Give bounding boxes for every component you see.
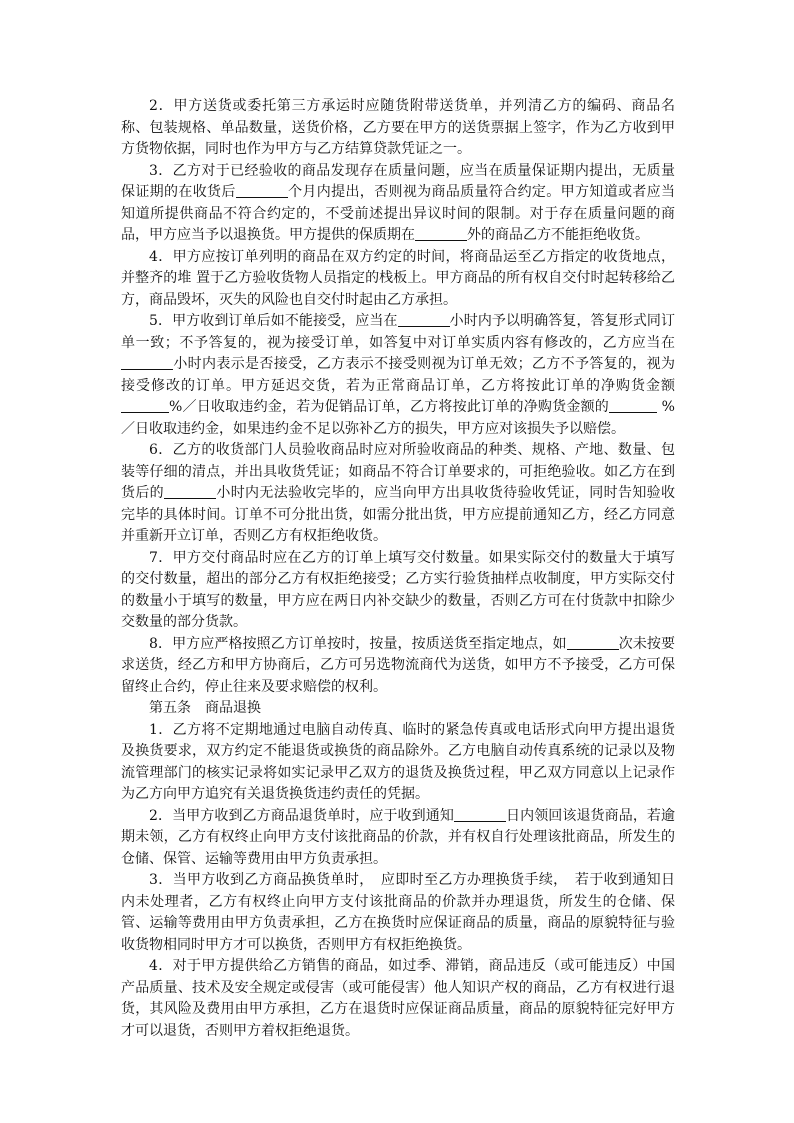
text-segment: 日内领回该退货商品，若逾期未领，乙方有权终止向甲方支付该批商品的价款，并有权自行处理该批商品，所发生的仓储、保管、运输等费用由甲方负责承担。 [121, 807, 676, 867]
clause-4-item-3 [121, 161, 675, 247]
fill-in-blank [121, 355, 173, 370]
fill-in-blank [164, 484, 216, 499]
clause-4-item-6 [121, 440, 675, 548]
section-heading: 第五条 商品退换 [149, 700, 261, 716]
text-segment: 个月内提出，否则视为商品质量符合约定。甲方知道或者应当知道所提供商品不符合约定的，不受前述提出异议时间的限制。对于存在质量问题的商品，甲方应当予以退换货。甲方提供的保质期在 [121, 184, 676, 243]
clause-5-item-3: 3．当甲方收到乙方商品换货单时， 应即时至乙方办理换货手续， 若于收到通知日内未处理者，乙方有权终止向甲方支付该批商品的价款并办理退货，所发生的仓储、保管、运输等费用由甲方负责承担，乙方在换货时应保证商品的质量，商品的原貌特征与验收货物相同时甲方才可以换货，否则甲方有权拒绝换货。 [121, 872, 675, 953]
text-segment: 5．甲方收到订单后如不能接受，应当在 [149, 313, 398, 329]
fill-in-blank [236, 183, 288, 198]
fill-in-blank [567, 635, 619, 650]
clause-5-item-1: 1．乙方将不定期地通过电脑自动传真、临时的紧急传真或电话形式向甲方提出退货及换货要求，双方约定不能退货或换货的商品除外。乙方电脑自动传真系统的记录以及物流管理部门的核实记录将如实记录甲乙双方的退货及换货过程，甲乙双方同意以上记录作为乙方向甲方追究有关退货换货违约责任的凭据。 [121, 721, 675, 802]
fill-in-blank [121, 398, 169, 413]
clause-5-item-4: 4．对于甲方提供给乙方销售的商品，如过季、滞销，商品违反（或可能违反）中国产品质量、技术及安全规定或侵害（或可能侵害）他人知识产权的商品，乙方有权进行退货，其风险及费用由甲方承担，乙方在退货时应保证商品质量，商品的原貌特征完好甲方才可以退货，否则甲方着权拒绝退货。 [121, 958, 675, 1039]
fill-in-blank [609, 398, 657, 413]
text-segment: %／日收取违约金，若为促销品订单，乙方将按此订单的净购货金额的 [169, 399, 610, 415]
text-segment: 小时内表示是否接受，乙方表示不接受则视为订单无效；乙方不予答复的，视为接受修改的订单。甲方延迟交货，若为正常商品订单，乙方将按此订单的净购货金额 [121, 356, 675, 394]
text-segment: 外的商品乙方不能拒绝收货。 [467, 227, 649, 243]
clause-4-item-8 [121, 634, 675, 699]
fill-in-blank [398, 312, 450, 327]
text-segment: 小时内予以明确答复，答复形式同订单一致；不予答复的，视为接受订单，如答复中对订单实质内容有修改的，乙方应当在 [121, 313, 676, 351]
text-segment: 6．乙方的收货部门人员验收商品时应对所验收商品的种类、规格、产地、数量、包装等仔细的清点，并出具收货凭证；如商品不符合订单要求的，可拒绝验收。如乙方在到货后的 [121, 442, 675, 501]
text-segment: 2．当甲方收到乙方商品退货单时，应于收到通知 [149, 807, 454, 824]
clause-4-item-5 [121, 311, 675, 440]
text-segment: 8．甲方应严格按照乙方订单按时，按量，按质送货至指定地点，如 [149, 635, 567, 652]
clause-4-item-7: 7．甲方交付商品时应在乙方的订单上填写交付数量。如果实际交付的数量大于填写的交付数量，超出的部分乙方有权拒绝接受；乙方实行验货抽样点收制度，甲方实际交付的数量小于填写的数量，甲方应在两日内补交缺少的数量，否则乙方可在付货款中扣除少交数量的部分货款。 [121, 549, 675, 630]
text-segment: 小时内无法验收完毕的，应当向甲方出具收货待验收凭证，同时告知验收完毕的具体时间。订单不可分批出货，如需分批出货，甲方应提前通知乙方，经乙方同意并重新开立订单，否则乙方有权拒绝收货。 [121, 485, 676, 544]
fill-in-blank [415, 226, 467, 241]
text-segment: 次未按要求送货，经乙方和甲方协商后，乙方可另选物流商代为送货，如甲方不予接受，乙方可保留终止合约，停止往来及要求赔偿的权利。 [121, 635, 676, 695]
clause-4-item-4: 4．甲方应按订单列明的商品在双方约定的时间，将商品运至乙方指定的收货地点，并整齐的堆 置于乙方验收货物人员指定的栈板上。甲方商品的所有权自交付时起转移给乙方，商品毁坏，灭失的风险也自交付时起由乙方承担。 [121, 248, 675, 308]
fill-in-blank [454, 807, 506, 822]
clause-5-item-2 [121, 806, 675, 871]
text-segment: %／日收取违约金，如果违约金不足以弥补乙方的损失，甲方应对该损失予以赔偿。 [121, 399, 675, 437]
document-body [121, 96, 675, 1042]
text-segment: 3．乙方对于已经验收的商品发现存在质量问题，应当在质量保证期内提出，无质量保证期的在收货后 [121, 162, 675, 200]
clause-4-item-2: 2．甲方送货或委托第三方承运时应随货附带送货单，并列清乙方的编码、商品名称、包装规格、单品数量，送货价格，乙方要在甲方的送货票据上签字，作为乙方收到甲方货物依据，同时也作为甲方与乙方结算贷款凭证之一。 [121, 98, 675, 157]
